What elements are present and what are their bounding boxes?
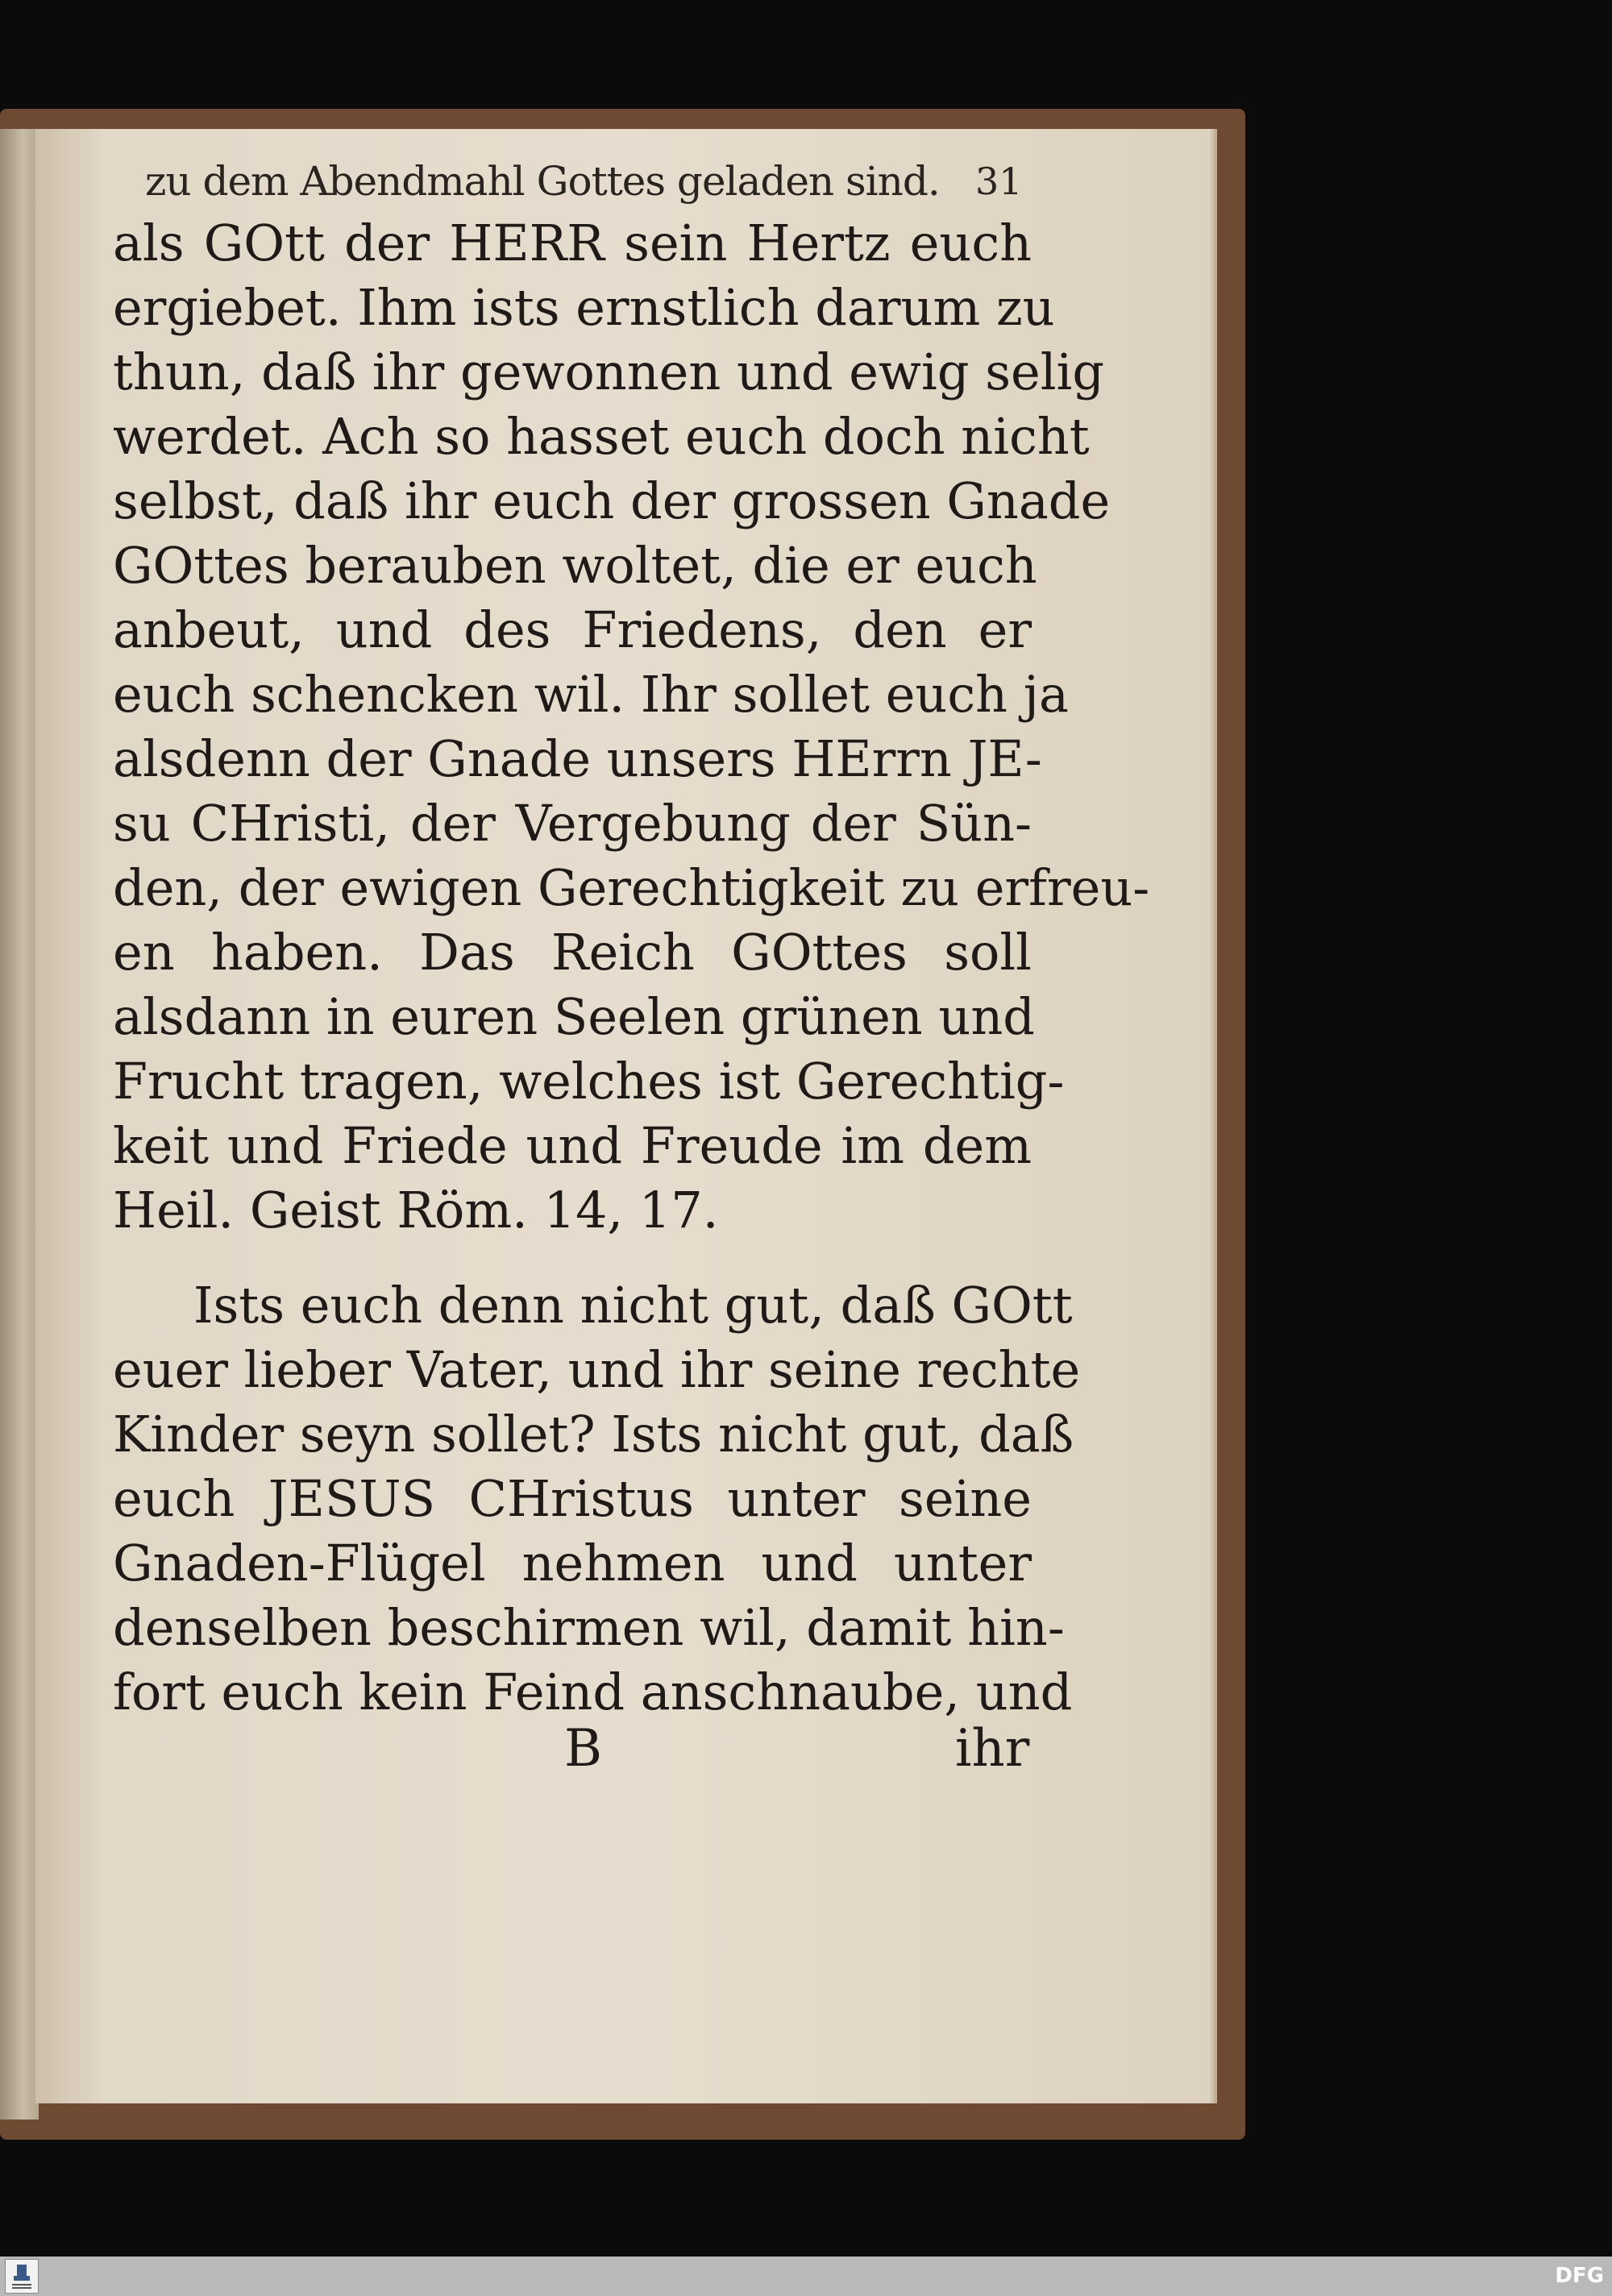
text-line: su CHristi, der Vergebung der Sün- — [113, 794, 1032, 853]
text-line: Kinder seyn sollet? Ists nicht gut, daß — [113, 1405, 1074, 1464]
text-line: werdet. Ach so hasset euch doch nicht — [113, 407, 1090, 466]
text-line: Gnaden-Flügel nehmen und unter — [113, 1534, 1032, 1592]
text-line: GOttes berauben woltet, die er euch — [113, 536, 1037, 595]
text-line: euch JESUS CHristus unter seine — [113, 1469, 1032, 1528]
dfg-logo-label: DFG — [1555, 2264, 1604, 2288]
text-line: den, der ewigen Gerechtigkeit zu erfreu- — [113, 858, 1150, 917]
page-number: 31 — [975, 160, 1023, 203]
signature-mark: B — [564, 1719, 603, 1779]
text-line-indented: Ists euch denn nicht gut, daß GOtt — [193, 1276, 1073, 1335]
catchword: ihr — [955, 1719, 1030, 1779]
text-line: thun, daß ihr gewonnen und ewig selig — [113, 343, 1105, 401]
text-line: alsdann in euren Seelen grünen und — [113, 987, 1035, 1046]
text-line: alsdenn der Gnade unsers HErrn JE- — [113, 729, 1042, 788]
text-line: selbst, daß ihr euch der grossen Gnade — [113, 471, 1111, 530]
text-line: als GOtt der HERR sein Hertz euch — [113, 214, 1032, 272]
text-line: ergiebet. Ihm ists ernstlich darum zu — [113, 278, 1055, 337]
text-line: en haben. Das Reich GOttes soll — [113, 923, 1032, 982]
text-line: keit und Friede und Freude im dem — [113, 1116, 1032, 1175]
text-line: euch schencken wil. Ihr sollet euch ja — [113, 665, 1069, 724]
text-line: anbeut, und des Friedens, den er — [113, 600, 1032, 659]
footer-bar — [0, 2257, 1612, 2296]
text-line-paragraph-end: Heil. Geist Röm. 14, 17. — [113, 1181, 719, 1239]
text-line: euer lieber Vater, und ihr seine rechte — [113, 1340, 1081, 1399]
library-logo-icon — [5, 2259, 39, 2294]
left-page-sliver — [0, 129, 39, 2120]
text-line: Frucht tragen, welches ist Gerechtig- — [113, 1052, 1065, 1111]
text-line: denselben beschirmen wil, damit hin- — [113, 1598, 1065, 1657]
text-line: fort euch kein Feind anschnaube, und — [113, 1663, 1073, 1721]
running-header: zu dem Abendmahl Gottes geladen sind. — [145, 158, 940, 205]
